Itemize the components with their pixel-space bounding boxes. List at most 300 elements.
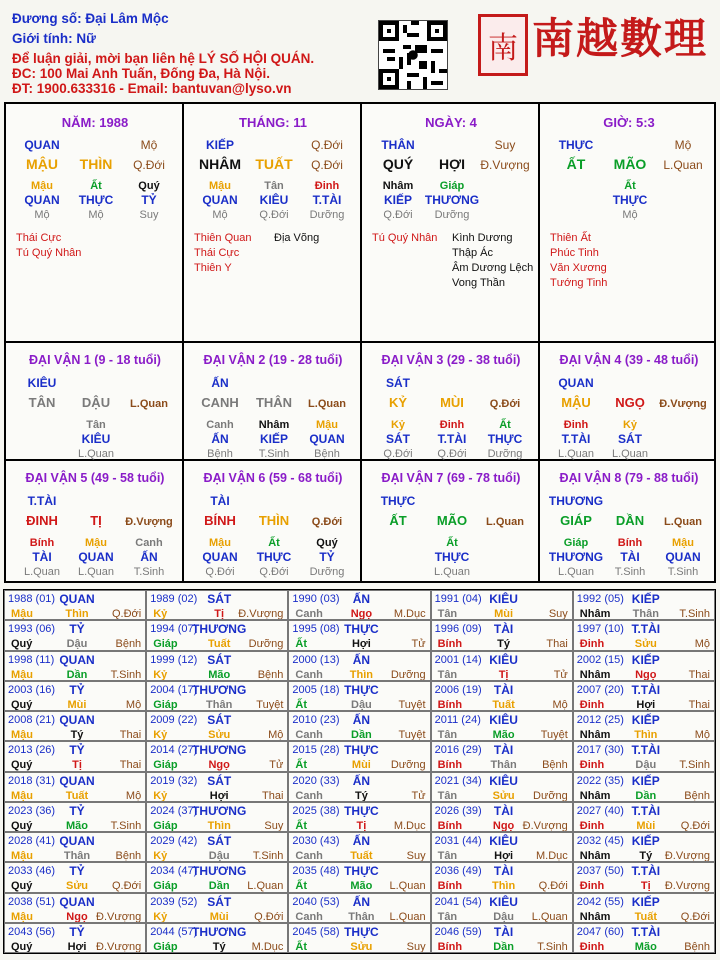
year-cell[interactable] xyxy=(146,893,288,923)
year-cell[interactable] xyxy=(431,832,573,862)
branch-stage: Q.Đới xyxy=(133,158,165,172)
year-label: 2021 (34) xyxy=(434,774,482,787)
pillar-title: NĂM: 1988 xyxy=(61,115,129,130)
luck-period-title: ĐẠI VẬN 5 (49 - 58 tuổi) xyxy=(25,471,165,485)
luck-stage: Q.Đới xyxy=(311,516,343,528)
hidden-ten-god: THỰC xyxy=(78,193,114,207)
year-stage: L.Quan xyxy=(389,910,426,923)
year-cell[interactable] xyxy=(431,651,573,681)
year-stage: L.Quan xyxy=(247,880,284,893)
luck-hidden-stage: L.Quan xyxy=(557,566,595,578)
luck-hidden-stage: Dưỡng xyxy=(487,448,523,460)
luck-hidden-god: QUAN xyxy=(665,550,701,564)
year-stem: Quý xyxy=(11,940,33,953)
year-stage: Suy xyxy=(406,850,426,862)
year-ten-god: QUAN xyxy=(59,713,95,727)
year-label: 2043 (56) xyxy=(8,925,56,938)
year-stage: T.Sinh xyxy=(110,819,142,832)
year-cell[interactable] xyxy=(4,620,146,650)
luck-period-title: ĐẠI VẬN 7 (69 - 78 tuổi) xyxy=(381,471,521,485)
year-cell[interactable] xyxy=(573,711,715,741)
star-item: Thiên Ất xyxy=(550,232,591,244)
luck-hidden-stage: L.Quan xyxy=(77,448,115,460)
year-cell[interactable] xyxy=(4,590,146,620)
hidden-stage: Suy xyxy=(139,209,159,221)
year-stage: Đ.Vượng xyxy=(664,850,710,862)
year-cell[interactable] xyxy=(431,681,573,711)
year-branch: Mão xyxy=(66,819,88,832)
luck-stem: BÍNH xyxy=(204,513,236,528)
luck-hidden-stem: Đinh xyxy=(563,419,589,431)
year-label: 1994 (07) xyxy=(150,623,198,636)
year-stage: Thai xyxy=(119,729,142,741)
year-branch: Tý xyxy=(70,729,84,741)
year-ten-god: KIÊU xyxy=(489,834,518,848)
year-ten-god: T.TÀI xyxy=(631,743,661,758)
year-cell[interactable] xyxy=(573,862,715,892)
year-cell[interactable] xyxy=(573,590,715,620)
year-stage: Mộ xyxy=(694,638,710,651)
life-stage: Q.Đới xyxy=(311,138,343,152)
year-branch: Tị xyxy=(356,819,367,832)
year-stage: Đ.Vượng xyxy=(96,910,142,923)
year-branch: Sửu xyxy=(208,729,231,741)
luck-branch: THÂN xyxy=(255,395,293,410)
year-label: 2032 (45) xyxy=(576,835,624,847)
year-cell[interactable] xyxy=(431,923,573,953)
hidden-ten-god: THƯƠNG xyxy=(424,193,480,207)
luck-hidden-stage: T.Sinh xyxy=(614,566,646,578)
year-branch: Tuất xyxy=(65,789,89,802)
year-stem: Nhâm xyxy=(579,789,611,802)
year-cell[interactable] xyxy=(573,772,715,802)
year-stem: Quý xyxy=(11,698,33,711)
branch-stage: Đ.Vượng xyxy=(480,158,530,172)
year-cell[interactable] xyxy=(573,923,715,953)
year-branch: Mão xyxy=(208,668,231,681)
year-ten-god: KIẾP xyxy=(631,834,660,848)
year-label: 2044 (57) xyxy=(150,925,198,938)
year-label: 2030 (43) xyxy=(292,835,340,847)
luck-hidden-god: THỰC xyxy=(434,550,470,564)
year-stage: Mộ xyxy=(694,729,710,741)
year-stage: M.Dục xyxy=(536,850,568,862)
year-cell[interactable] xyxy=(288,772,430,802)
year-stem: Quý xyxy=(11,638,33,651)
year-stem: Bính xyxy=(437,819,463,832)
year-cell[interactable] xyxy=(146,832,288,862)
luck-hidden-stem: Quý xyxy=(316,537,338,549)
star-item: Thái Cực xyxy=(16,232,62,244)
luck-stem: ĐINH xyxy=(26,513,58,528)
year-label: 2000 (13) xyxy=(292,653,340,666)
year-branch: Sửu xyxy=(634,638,657,651)
year-stem: Nhâm xyxy=(579,850,611,862)
year-ten-god: SÁT xyxy=(207,894,232,909)
luck-hidden-stage: T.Sinh xyxy=(133,566,165,578)
luck-hidden-stage: Bệnh xyxy=(314,448,340,460)
year-cell[interactable] xyxy=(4,711,146,741)
year-ten-god: QUAN xyxy=(59,834,95,848)
year-label: 2038 (51) xyxy=(8,895,56,908)
year-ten-god: TÀI xyxy=(493,803,514,818)
year-stage: Thai xyxy=(546,638,568,651)
year-stem: Giáp xyxy=(153,638,178,651)
luck-hidden-stage: L.Quan xyxy=(433,566,471,578)
year-stem: Mậu xyxy=(11,789,33,802)
luck-stage: L.Quan xyxy=(130,398,168,410)
qr-code-icon[interactable] xyxy=(378,20,448,90)
year-stem: Tân xyxy=(437,668,458,681)
year-cell[interactable] xyxy=(431,772,573,802)
luck-branch: MÙI xyxy=(440,395,464,410)
year-label: 2009 (22) xyxy=(150,714,198,726)
luck-branch: MÃO xyxy=(436,513,468,528)
year-cell[interactable] xyxy=(431,590,573,620)
year-branch: Dậu xyxy=(66,638,88,651)
year-branch: Thìn xyxy=(491,880,516,893)
luck-stage: Q.Đới xyxy=(489,398,521,410)
year-stem: Canh xyxy=(295,729,323,741)
year-ten-god: THỰC xyxy=(344,864,379,879)
year-cell[interactable] xyxy=(573,651,715,681)
year-stage: Tuyệt xyxy=(256,698,284,711)
star-item: Thiên Quan xyxy=(194,232,252,244)
luck-hidden-stem: Mậu xyxy=(209,537,231,549)
luck-branch: DẦN xyxy=(615,513,645,528)
luck-period-title: ĐẠI VẬN 6 (59 - 68 tuổi) xyxy=(203,471,343,485)
luck-hidden-stage: Q.Đới xyxy=(437,448,467,460)
year-label: 2001 (14) xyxy=(434,653,482,666)
year-cell[interactable] xyxy=(288,711,430,741)
year-cell[interactable] xyxy=(288,681,430,711)
year-cell[interactable] xyxy=(573,620,715,650)
year-branch: Hợi xyxy=(351,638,371,651)
year-ten-god: TỶ xyxy=(69,924,85,939)
brand-logo: 南越數理 xyxy=(532,14,709,63)
year-cell[interactable] xyxy=(573,681,715,711)
hidden-stage: Mộ xyxy=(34,209,50,221)
year-branch: Hợi xyxy=(209,789,229,802)
year-branch: Mùi xyxy=(351,759,371,772)
luck-hidden-god: QUAN xyxy=(78,550,114,564)
year-cell[interactable] xyxy=(431,893,573,923)
year-branch: Mùi xyxy=(636,819,656,832)
year-ten-god: QUAN xyxy=(59,652,95,667)
year-stem: Giáp xyxy=(153,819,178,832)
year-label: 2023 (36) xyxy=(8,804,56,817)
year-cell[interactable] xyxy=(146,711,288,741)
year-stage: Q.Đới xyxy=(254,910,284,923)
year-stage: T.Sinh xyxy=(679,608,710,620)
year-cell[interactable] xyxy=(4,802,146,832)
year-stage: Tử xyxy=(411,789,426,802)
year-cell[interactable] xyxy=(4,893,146,923)
seal-stamp: 南 xyxy=(478,14,528,76)
year-cell[interactable] xyxy=(431,711,573,741)
year-ten-god: T.TÀI xyxy=(631,622,661,637)
luck-hidden-stem: Ất xyxy=(268,537,280,549)
year-stem: Nhâm xyxy=(579,729,611,741)
year-ten-god: QUAN xyxy=(59,592,95,606)
ten-god: THỰC xyxy=(558,138,594,152)
year-label: 2039 (52) xyxy=(150,895,198,908)
year-stem: Nhâm xyxy=(579,668,611,681)
year-label: 2033 (46) xyxy=(8,865,56,878)
year-stage: Q.Đới xyxy=(680,910,710,923)
year-ten-god: KIÊU xyxy=(489,713,518,727)
year-cell[interactable] xyxy=(146,620,288,650)
year-branch: Mùi xyxy=(67,698,87,711)
year-stage: T.Sinh xyxy=(110,668,142,681)
hidden-stem: Đinh xyxy=(314,180,340,192)
year-ten-god: THỰC xyxy=(344,682,379,697)
year-ten-god: ẤN xyxy=(352,894,371,909)
year-stage: Thai xyxy=(688,698,710,711)
year-stem: Đinh xyxy=(579,880,605,893)
year-branch: Hợi xyxy=(67,940,87,953)
year-cell[interactable] xyxy=(288,862,430,892)
year-cell[interactable] xyxy=(146,923,288,953)
year-branch: Tị xyxy=(72,759,82,772)
year-branch: Tý xyxy=(639,850,653,862)
luck-hidden-stage: L.Quan xyxy=(557,448,595,460)
year-ten-god: QUAN xyxy=(59,773,95,788)
star-item: Tú Quý Nhân xyxy=(16,247,82,259)
year-stem: Kỷ xyxy=(153,729,168,741)
year-cell[interactable] xyxy=(431,802,573,832)
luck-hidden-god: SÁT xyxy=(386,432,410,446)
year-cell[interactable] xyxy=(288,620,430,650)
year-ten-god: THƯƠNG xyxy=(192,682,247,697)
luck-stage: L.Quan xyxy=(664,516,702,528)
heavenly-stem: QUÝ xyxy=(382,156,414,172)
year-cell[interactable] xyxy=(4,862,146,892)
year-ten-god: KIÊU xyxy=(489,592,518,606)
luck-branch: DẬU xyxy=(81,395,111,410)
year-label: 2036 (49) xyxy=(434,865,482,878)
year-stem: Tân xyxy=(437,910,458,923)
year-cell[interactable] xyxy=(288,802,430,832)
year-cell[interactable] xyxy=(288,741,430,771)
hidden-stage: Dưỡng xyxy=(309,209,345,221)
year-ten-god: ẤN xyxy=(352,592,371,606)
year-stage: Tử xyxy=(269,759,284,772)
luck-stem: MẬU xyxy=(561,395,591,410)
luck-hidden-stem: Canh xyxy=(135,537,163,549)
year-branch: Dậu xyxy=(208,850,230,862)
year-cell[interactable] xyxy=(4,772,146,802)
year-branch: Sửu xyxy=(350,940,373,953)
luck-hidden-stem: Bính xyxy=(29,537,55,549)
luck-stem: ẤT xyxy=(389,513,407,528)
year-stage: Tử xyxy=(411,638,426,651)
year-label: 2016 (29) xyxy=(434,744,482,757)
year-label: 2025 (38) xyxy=(292,804,340,817)
luck-hidden-stage: L.Quan xyxy=(77,566,115,578)
year-ten-god: TỶ xyxy=(69,864,85,879)
year-cell[interactable] xyxy=(288,590,430,620)
year-stage: Tuyệt xyxy=(398,698,426,711)
year-cell[interactable] xyxy=(146,651,288,681)
year-stem: Kỷ xyxy=(153,668,168,681)
year-stem: Kỷ xyxy=(153,850,168,862)
year-label: 2011 (24) xyxy=(434,714,481,726)
year-stage: Suy xyxy=(406,940,426,953)
year-branch: Mùi xyxy=(209,910,229,923)
ten-god: THÂN xyxy=(381,138,415,152)
star-item: Vong Thần xyxy=(452,277,506,289)
year-cell[interactable] xyxy=(288,832,430,862)
star-item: Tú Quý Nhân xyxy=(372,232,438,244)
year-branch: Tý xyxy=(354,789,368,802)
year-stage: Bệnh xyxy=(115,638,142,651)
luck-hidden-god: T.TÀI xyxy=(561,432,591,446)
luck-hidden-stem: Đinh xyxy=(439,419,465,431)
year-branch: Ngọ xyxy=(66,910,88,923)
luck-hidden-stem: Ất xyxy=(446,537,458,549)
year-stem: Tân xyxy=(437,789,458,802)
year-ten-god: TÀI xyxy=(493,864,514,879)
year-cell[interactable] xyxy=(4,832,146,862)
year-ten-god: TÀI xyxy=(493,682,514,697)
year-branch: Dần xyxy=(635,789,657,802)
luck-hidden-stem: Canh xyxy=(206,419,234,431)
luck-stage: L.Quan xyxy=(308,398,346,410)
luck-hidden-stage: L.Quan xyxy=(23,566,61,578)
year-stage: Dưỡng xyxy=(390,759,426,772)
year-branch: Hợi xyxy=(636,698,656,711)
year-cell[interactable] xyxy=(431,620,573,650)
luck-ten-god: THỰC xyxy=(380,494,416,508)
year-ten-god: QUAN xyxy=(59,894,95,909)
year-label: 2035 (48) xyxy=(292,865,340,878)
year-branch: Dần xyxy=(208,880,230,893)
year-label: 2014 (27) xyxy=(150,744,198,757)
year-cell[interactable] xyxy=(146,862,288,892)
hidden-ten-god: T.TÀI xyxy=(312,193,342,207)
hidden-stage: Dưỡng xyxy=(434,209,470,221)
year-stage: Tuyệt xyxy=(540,729,568,741)
year-ten-god: TÀI xyxy=(493,743,514,758)
luck-stem: KỶ xyxy=(388,395,408,410)
year-label: 2005 (18) xyxy=(292,683,340,696)
phone-email-line[interactable]: ĐT: 1900.633316 - Email: bantuvan@lyso.vn xyxy=(12,81,292,96)
year-cell[interactable] xyxy=(146,590,288,620)
year-cell[interactable] xyxy=(146,802,288,832)
year-stage: Dưỡng xyxy=(248,638,284,651)
luck-hidden-stem: Ất xyxy=(499,419,511,431)
year-stem: Mậu xyxy=(11,850,33,862)
hidden-stem: Ất xyxy=(624,180,636,192)
luck-branch: THÌN xyxy=(258,513,290,528)
year-cell[interactable] xyxy=(4,741,146,771)
year-cell[interactable] xyxy=(146,741,288,771)
hidden-ten-god: KIÊU xyxy=(259,193,289,207)
year-label: 2002 (15) xyxy=(576,653,624,666)
luck-ten-god: T.TÀI xyxy=(27,494,57,508)
year-branch: Tị xyxy=(498,668,509,681)
earthly-branch: TUẤT xyxy=(255,156,293,172)
year-ten-god: ẤN xyxy=(352,652,371,667)
year-stage: Mộ xyxy=(125,698,142,711)
year-stem: Đinh xyxy=(579,759,605,772)
year-cell[interactable] xyxy=(573,832,715,862)
year-stem: Ất xyxy=(295,819,307,832)
year-stem: Mậu xyxy=(11,668,33,681)
year-stem: Bính xyxy=(437,940,463,953)
star-item: Thái Cực xyxy=(194,247,240,259)
year-cell[interactable] xyxy=(431,741,573,771)
year-label: 2031 (44) xyxy=(434,835,482,847)
year-cell[interactable] xyxy=(4,651,146,681)
year-cell[interactable] xyxy=(288,651,430,681)
hidden-stage: Q.Đới xyxy=(259,209,289,221)
year-branch: Thìn xyxy=(65,608,89,620)
year-label: 2003 (16) xyxy=(8,683,56,696)
year-cell[interactable] xyxy=(4,681,146,711)
year-label: 2013 (26) xyxy=(8,744,56,757)
luck-period-title: ĐẠI VẬN 1 (9 - 18 tuổi) xyxy=(29,353,161,367)
luck-hidden-god: THƯƠNG xyxy=(548,550,604,564)
year-stem: Quý xyxy=(11,759,33,772)
luck-hidden-god: ẤN xyxy=(140,550,158,564)
year-branch: Tý xyxy=(212,940,226,953)
hidden-ten-god: QUAN xyxy=(24,193,60,207)
luck-hidden-god: KIẾP xyxy=(259,432,289,446)
luck-hidden-stem: Kỷ xyxy=(622,419,638,431)
year-branch: Thìn xyxy=(349,668,373,681)
year-ten-god: KIÊU xyxy=(489,894,518,909)
year-stage: Thai xyxy=(261,789,284,802)
year-stage: Mộ xyxy=(268,729,284,741)
year-cell[interactable] xyxy=(288,893,430,923)
year-cell[interactable] xyxy=(4,923,146,953)
year-label: 2027 (40) xyxy=(576,804,624,817)
year-cell[interactable] xyxy=(573,802,715,832)
luck-branch: TỊ xyxy=(90,513,102,528)
year-branch: Thìn xyxy=(207,819,231,832)
year-cell[interactable] xyxy=(573,741,715,771)
year-stage: Dưỡng xyxy=(533,789,568,802)
year-cell[interactable] xyxy=(573,893,715,923)
year-label: 2007 (20) xyxy=(576,683,624,696)
luck-hidden-god: T.TÀI xyxy=(437,432,467,446)
year-stem: Mậu xyxy=(11,729,33,741)
heavenly-stem: NHÂM xyxy=(199,156,241,172)
year-branch: Dần xyxy=(493,940,514,953)
year-cell[interactable] xyxy=(146,772,288,802)
star-item: Âm Dương Lệch xyxy=(452,262,534,274)
year-branch: Thân xyxy=(348,910,375,923)
year-stem: Đinh xyxy=(579,638,605,651)
luck-hidden-stem: Mậu xyxy=(672,537,694,549)
year-label: 2034 (47) xyxy=(150,865,198,878)
year-cell[interactable] xyxy=(431,862,573,892)
year-branch: Dần xyxy=(66,668,88,681)
hidden-stage: Q.Đới xyxy=(383,209,413,221)
luck-period-title: ĐẠI VẬN 4 (39 - 48 tuổi) xyxy=(559,353,699,367)
year-stage: Bệnh xyxy=(257,668,284,681)
year-branch: Tuất xyxy=(207,638,231,651)
year-ten-god: KIÊU xyxy=(489,773,518,788)
year-cell[interactable] xyxy=(288,923,430,953)
star-item: Kình Dương xyxy=(452,232,513,244)
year-label: 2037 (50) xyxy=(576,865,624,878)
year-cell[interactable] xyxy=(146,681,288,711)
year-branch: Dậu xyxy=(351,698,372,711)
luck-hidden-stem: Mậu xyxy=(85,537,107,549)
